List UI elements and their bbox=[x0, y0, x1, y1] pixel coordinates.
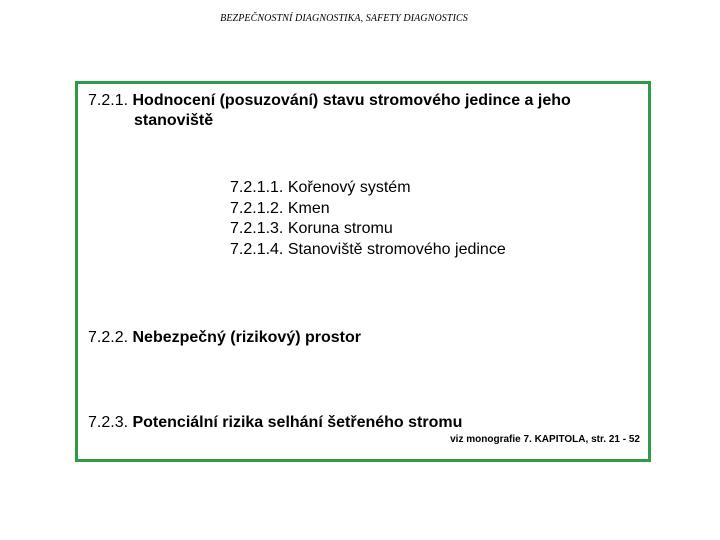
section-7-2-2 bbox=[88, 328, 361, 348]
section-number: 7.2.2. bbox=[88, 329, 129, 346]
subsection-item: 7.2.1.3. Koruna stromu bbox=[230, 220, 393, 237]
section-7-2-1 bbox=[88, 91, 638, 131]
monograph-reference: viz monografie 7. KAPITOLA, str. 21 - 52 bbox=[450, 434, 640, 445]
subsection-item: 7.2.1.2. Kmen bbox=[230, 199, 330, 217]
subsection-item: 7.2.1.1. Kořenový systém bbox=[230, 179, 411, 196]
section-title: Potenciální rizika selhání šetřeného stromu bbox=[132, 414, 463, 431]
section-title: Hodnocení (posuzování) stavu stromového jedince a jeho bbox=[132, 92, 571, 109]
section-7-2-3 bbox=[88, 413, 462, 433]
page-header: BEZPEČNOSTNÍ DIAGNOSTIKA, SAFETY DIAGNOSTICS bbox=[220, 13, 468, 24]
section-number: 7.2.3. bbox=[88, 414, 129, 431]
section-title: Nebezpečný (rizikový) prostor bbox=[132, 329, 361, 346]
section-title-continuation: stanoviště bbox=[134, 112, 214, 129]
section-number: 7.2.1. bbox=[88, 92, 129, 109]
content-frame bbox=[75, 81, 651, 462]
subsection-list bbox=[230, 178, 506, 260]
subsection-item: 7.2.1.4. Stanoviště stromového jedince bbox=[230, 240, 506, 258]
